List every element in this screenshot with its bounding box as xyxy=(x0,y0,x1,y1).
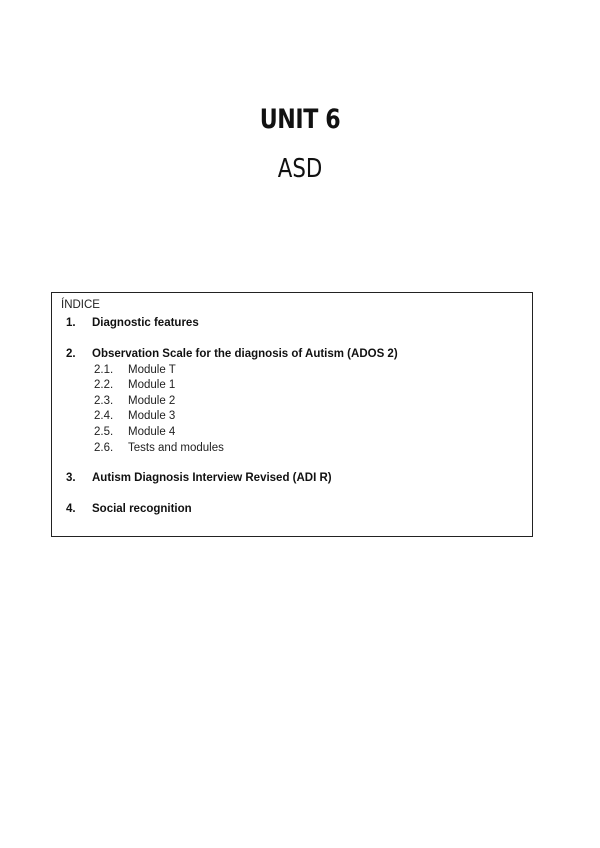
toc-item-number: 2. xyxy=(66,348,76,360)
toc-heading: ÍNDICE xyxy=(61,299,100,311)
toc-item-label: Diagnostic features xyxy=(92,317,199,329)
toc-subitem-label: Module 4 xyxy=(128,426,176,438)
toc-item-number: 1. xyxy=(66,317,76,329)
toc-subitem-label: Tests and modules xyxy=(128,442,224,454)
toc-subitem-number: 2.3. xyxy=(94,395,114,407)
toc-item-number: 4. xyxy=(66,503,76,515)
toc-subitem-label: Module 3 xyxy=(128,410,176,422)
toc-subitem-label: Module 1 xyxy=(128,379,176,391)
toc-item-label: Observation Scale for the diagnosis of Autism (ADOS 2) xyxy=(92,348,398,360)
toc-item-label: Social recognition xyxy=(92,503,192,515)
page-subtitle: ASD xyxy=(277,154,323,184)
toc-subitem-number: 2.6. xyxy=(94,442,114,454)
toc-item-number: 3. xyxy=(66,472,76,484)
page-title: UNIT 6 xyxy=(259,104,341,135)
toc-subitem-number: 2.5. xyxy=(94,426,114,438)
toc-subitem-label: Module 2 xyxy=(128,395,176,407)
toc-item-label: Autism Diagnosis Interview Revised (ADI R) xyxy=(92,472,332,484)
toc-subitem-label: Module T xyxy=(128,364,176,376)
toc-subitem-number: 2.4. xyxy=(94,410,114,422)
toc-subitem-number: 2.2. xyxy=(94,379,114,391)
table-of-contents xyxy=(51,292,533,537)
toc-subitem-number: 2.1. xyxy=(94,364,114,376)
